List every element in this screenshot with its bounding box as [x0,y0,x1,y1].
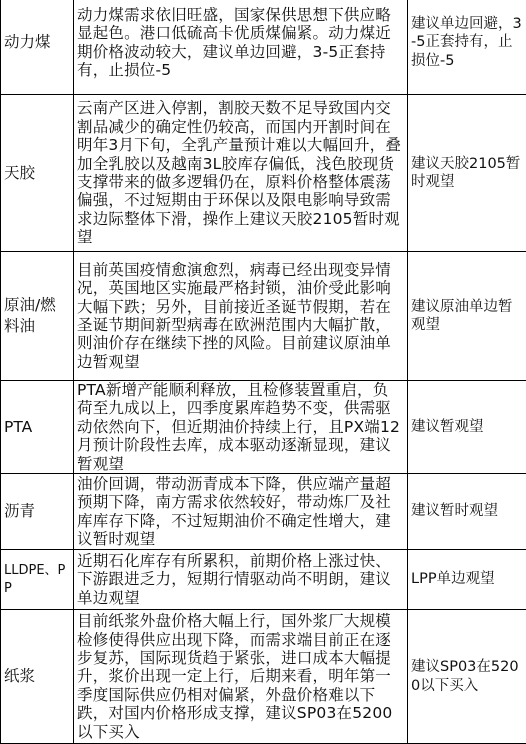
advice-cell: 建议单边回避，3-5正套持有，止损位-5 [408,0,526,95]
category-cell: 纸浆 [1,610,74,744]
table-row [1,610,526,744]
analysis-cell: 近期石化库存有所累积，前期价格上涨过快、下游跟进乏力，短期行情驱动尚不明朗，建议单边观望 [74,550,408,610]
category-cell: PTA [1,381,74,474]
analysis-cell: PTA新增产能顺利释放，且检修装置重启，负荷至九成以上，四季度累库趋势不变，供需驱动依然向下，但近期油价持续上行，且PX端12月预计阶段性去库，成本驱动逐渐显现，建议暂观望 [74,381,408,474]
table-row [1,474,526,550]
analysis-cell: 目前纸浆外盘价格大幅上行，国外浆厂大规模检修使得供应出现下降，而需求端目前正在逐步复苏，国际现货趋于紧张，进口成本大幅提升，浆价出现一定上行，后期来看，明年第一季度国际供应仍相对偏紧，外盘价格难以下跌，对国内价格形成支撑，建议SP03在5200以下买入 [74,610,408,744]
advice-cell: 建议暂观望 [408,381,526,474]
category-cell: LLDPE、PP [1,550,74,610]
table-row [1,95,526,252]
table-row [1,0,526,95]
analysis-cell: 动力煤需求依旧旺盛，国家保供思想下供应略显起色。港口低硫高卡优质煤偏紧。动力煤近期价格波动较大，建议单边回避，3-5正套持有，止损位-5 [74,0,408,95]
analysis-cell: 目前英国疫情愈演愈烈，病毒已经出现变异情况，英国地区实施最严格封锁，油价受此影响大幅下跌；另外，目前接近圣诞节假期，若在圣诞节期间新型病毒在欧洲范围内大幅扩散，则油价存在继续下挫的风险。目前建议原油单边暂观望 [74,252,408,381]
table-row [1,381,526,474]
category-cell: 沥青 [1,474,74,550]
advice-cell: 建议天胶2105暂时观望 [408,95,526,252]
category-cell: 原油/燃料油 [1,252,74,381]
table-row [1,550,526,610]
analysis-cell: 油价回调，带动沥青成本下降，供应端产量超预期下降，南方需求依然较好，带动炼厂及社库库存下降，不过短期油价不确定性增大，建议暂时观望 [74,474,408,550]
category-cell: 动力煤 [1,0,74,95]
advice-cell: 建议原油单边暂观望 [408,252,526,381]
analysis-cell: 云南产区进入停割，割胶天数不足导致国内交割品减少的确定性仍较高，而国内开割时间在明年3月下旬，全乳产量预计难以大幅回升，叠加全乳胶以及越南3L胶库存偏低，浅色胶现货支撑带来的做多逻辑仍在，原料价格整体震荡偏强，不过短期由于环保以及限电影响导致需求边际整体下滑，操作上建议天胶2105暂时观望 [74,95,408,252]
table-row [1,252,526,381]
advice-cell: 建议暂时观望 [408,474,526,550]
category-cell: 天胶 [1,95,74,252]
advice-cell: 建议SP03在5200以下买入 [408,610,526,744]
advice-cell: LPP单边观望 [408,550,526,610]
